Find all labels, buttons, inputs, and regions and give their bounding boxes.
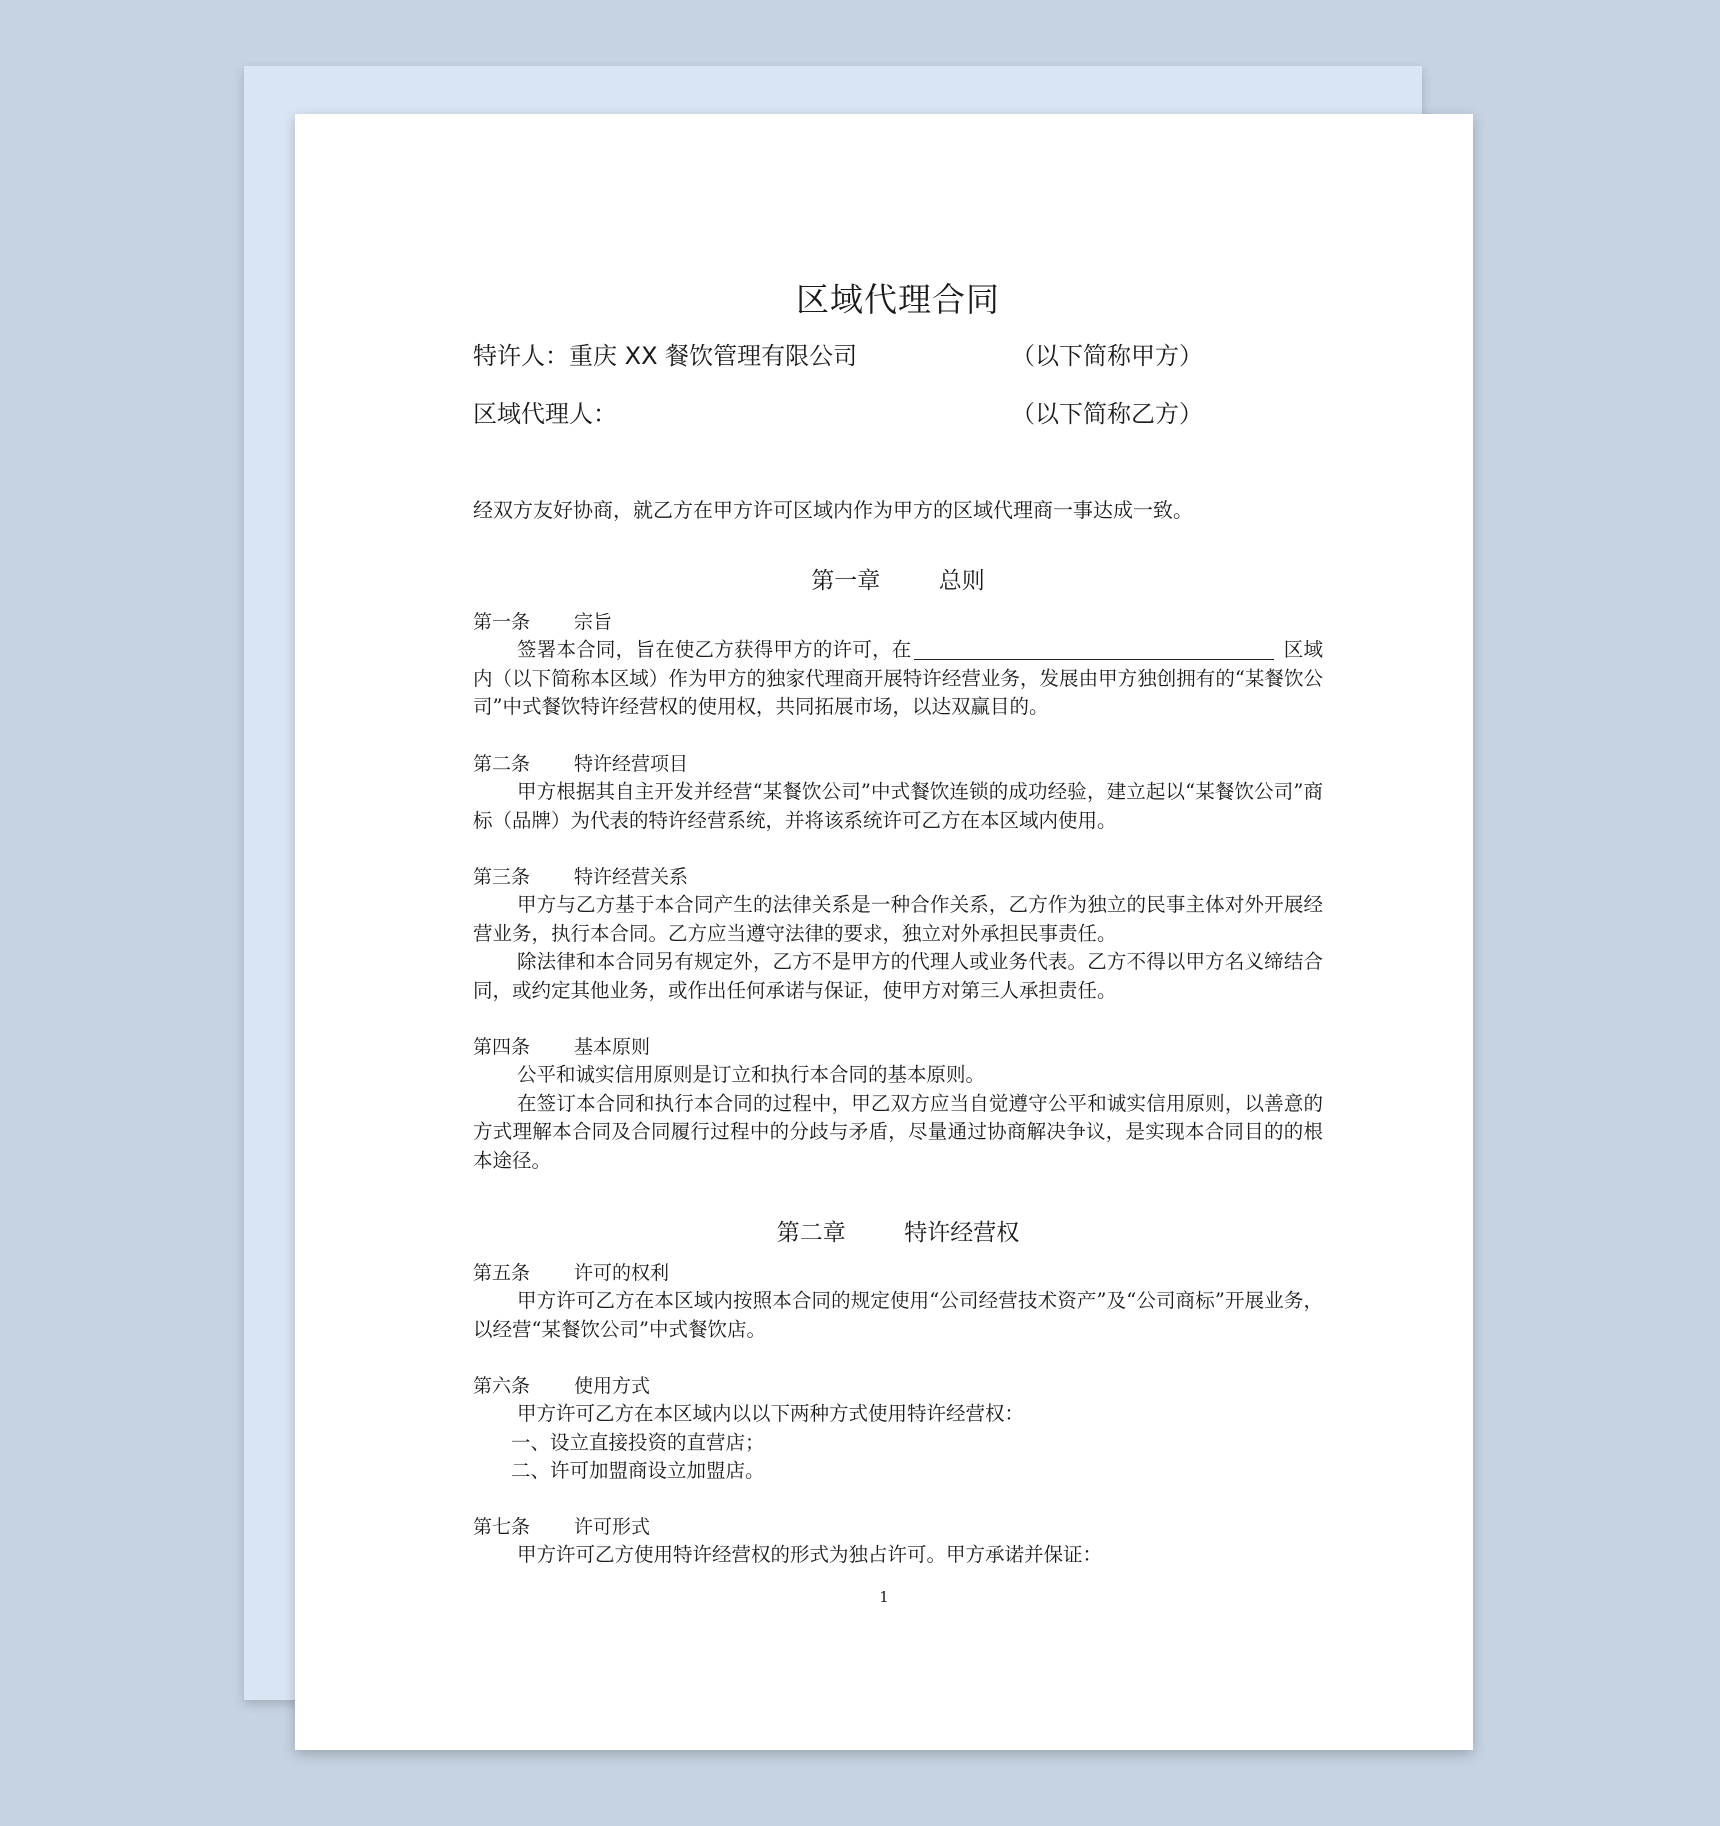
article-3-paragraph-1: 甲方与乙方基于本合同产生的法律关系是一种合作关系，乙方作为独立的民事主体对外开展经营业务，执行本合同。乙方应当遵守法律的要求，独立对外承担民事责任。 bbox=[473, 893, 1323, 945]
franchisor-line bbox=[473, 336, 1323, 376]
article-7 bbox=[473, 1513, 1323, 1570]
article-6-heading bbox=[473, 1372, 1323, 1400]
page-number: 1 bbox=[879, 1588, 889, 1606]
franchisor-label: 特许人：重庆 XX 餐饮管理有限公司 bbox=[473, 342, 858, 370]
article-3-heading bbox=[473, 863, 1323, 891]
article-5-number: 第五条 bbox=[473, 1262, 531, 1284]
article-3-title: 特许经营关系 bbox=[574, 866, 689, 888]
article-6-paragraph: 甲方许可乙方在本区域内以以下两种方式使用特许经营权： bbox=[517, 1402, 1025, 1425]
article-3 bbox=[473, 863, 1323, 1005]
article-5 bbox=[473, 1259, 1323, 1344]
article-3-number: 第三条 bbox=[473, 866, 531, 888]
article-4-title: 基本原则 bbox=[574, 1036, 651, 1058]
article-6-number: 第六条 bbox=[473, 1375, 531, 1397]
article-6-item-2: 二、许可加盟商设立加盟店。 bbox=[511, 1459, 765, 1482]
agent-abbreviation: （以下简称乙方） bbox=[1011, 400, 1203, 428]
article-4-heading bbox=[473, 1033, 1323, 1061]
article-2-title: 特许经营项目 bbox=[574, 753, 689, 775]
article-3-paragraph-2: 除法律和本合同另有规定外，乙方不是甲方的代理人或业务代表。乙方不得以甲方名义缔结合同，或约定其他业务，或作出任何承诺与保证，使甲方对第三人承担责任。 bbox=[473, 950, 1323, 1002]
article-1-title: 宗旨 bbox=[574, 611, 613, 633]
article-1-heading bbox=[473, 608, 1323, 636]
article-1-text-end: 区域内（以下简称本区域）作为甲方的独家代理商开展特许经营业务，发展由甲方独创拥有的“某餐饮公司”中式餐饮特许经营权的使用权，共同拓展市场，以达双赢目的。 bbox=[473, 638, 1323, 718]
chapter-2-heading: 第二章 特许经营权 bbox=[776, 1220, 1020, 1246]
article-4-paragraph-1: 公平和诚实信用原则是订立和执行本合同的基本原则。 bbox=[517, 1063, 986, 1086]
article-1-paragraph bbox=[473, 636, 1323, 722]
agent-label: 区域代理人： bbox=[473, 400, 617, 428]
article-6-title: 使用方式 bbox=[574, 1375, 651, 1397]
region-blank-line bbox=[914, 639, 1274, 660]
article-5-heading bbox=[473, 1259, 1323, 1287]
intro-paragraph: 经双方友好协商，就乙方在甲方许可区域内作为甲方的区域代理商一事达成一致。 bbox=[473, 498, 1193, 522]
article-2-paragraph: 甲方根据其自主开发并经营“某餐饮公司”中式餐饮连锁的成功经验，建立起以“某餐饮公司”商标（品牌）为代表的特许经营系统，并将该系统许可乙方在本区域内使用。 bbox=[473, 780, 1323, 832]
article-1-text-start: 签署本合同，旨在使乙方获得甲方的许可，在 bbox=[517, 638, 912, 661]
article-5-title: 许可的权利 bbox=[574, 1262, 670, 1284]
article-2-heading bbox=[473, 750, 1323, 778]
document-title: 区域代理合同 bbox=[796, 280, 1000, 319]
article-6 bbox=[473, 1372, 1323, 1486]
agent-line bbox=[473, 394, 1323, 434]
article-6-item-1: 一、设立直接投资的直营店； bbox=[511, 1430, 765, 1454]
franchisor-abbreviation: （以下简称甲方） bbox=[1011, 342, 1203, 370]
article-4 bbox=[473, 1033, 1323, 1175]
chapter-1-heading: 第一章 总则 bbox=[811, 568, 985, 594]
article-5-paragraph: 甲方许可乙方在本区域内按照本合同的规定使用“公司经营技术资产”及“公司商标”开展业务，以经营“某餐饮公司”中式餐饮店。 bbox=[473, 1289, 1323, 1341]
article-1 bbox=[473, 608, 1323, 722]
article-7-paragraph: 甲方许可乙方使用特许经营权的形式为独占许可。甲方承诺并保证： bbox=[517, 1543, 1103, 1566]
article-1-number: 第一条 bbox=[473, 611, 531, 633]
article-4-number: 第四条 bbox=[473, 1036, 531, 1058]
article-7-title: 许可形式 bbox=[574, 1516, 651, 1538]
article-2-number: 第二条 bbox=[473, 753, 531, 775]
article-2 bbox=[473, 750, 1323, 835]
document-page bbox=[295, 114, 1473, 1750]
article-7-number: 第七条 bbox=[473, 1516, 531, 1538]
article-7-heading bbox=[473, 1513, 1323, 1541]
article-4-paragraph-2: 在签订本合同和执行本合同的过程中，甲乙双方应当自觉遵守公平和诚实信用原则，以善意的方式理解本合同及合同履行过程中的分歧与矛盾，尽量通过协商解决争议，是实现本合同目的的根本途径。 bbox=[473, 1091, 1323, 1172]
